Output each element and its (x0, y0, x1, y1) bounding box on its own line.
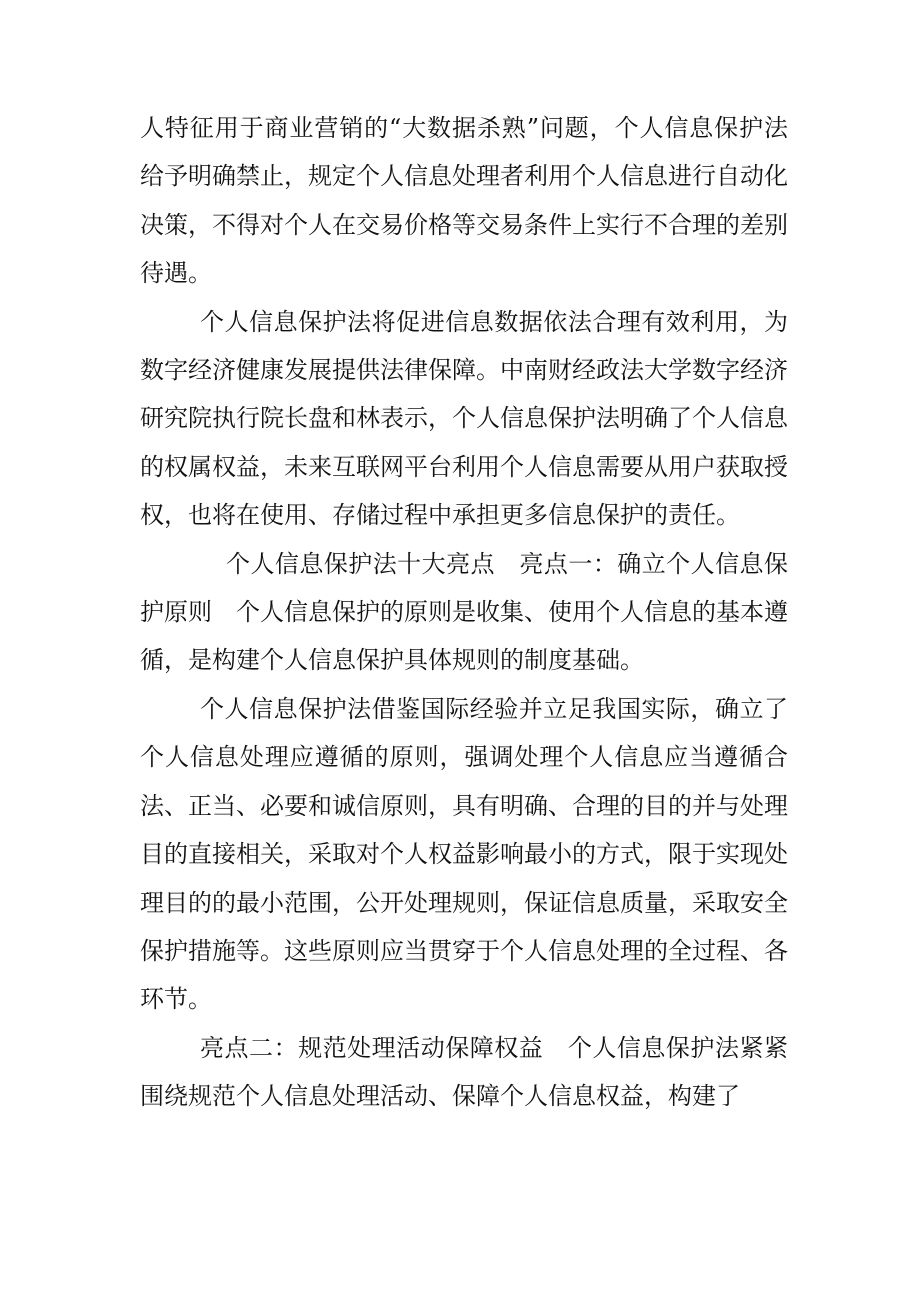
paragraph-principles: 个人信息保护法借鉴国际经验并立足我国实际，确立了个人信息处理应遵循的原则，强调处理个人信息应当遵循合法、正当、必要和诚信原则，具有明确、合理的目的并与处理目的直接相关，采取对个人权益影响最小的方式，限于实现处理目的的最小范围，公开处理规则，保证信息质量，采取安全保护措施等。这些原则应当贯穿于个人信息处理的全过程、各环节。 (140, 694, 788, 1014)
paragraph-highlight-two: 亮点二：规范处理活动保障权益 个人信息保护法紧紧围绕规范个人信息处理活动、保障个人信息权益，构建了 (140, 1033, 788, 1111)
paragraph-law-promotes-data-use: 个人信息保护法将促进信息数据依法合理有效利用，为数字经济健康发展提供法律保障。中南财经政法大学数字经济研究院执行院长盘和林表示，个人信息保护法明确了个人信息的权属权益，未来互联网平台利用个人信息需要从用户获取授权，也将在使用、存储过程中承担更多信息保护的责任。 (140, 307, 788, 530)
paragraph-ten-highlights: 个人信息保护法十大亮点 亮点一：确立个人信息保护原则 个人信息保护的原则是收集、使用个人信息的基本遵循，是构建个人信息保护具体规则的制度基础。 (140, 549, 788, 675)
document-page (140, 104, 788, 1121)
paragraph-continuation: 人特征用于商业营销的“大数据杀熟”问题，个人信息保护法给予明确禁止，规定个人信息处理者利用个人信息进行自动化决策，不得对个人在交易价格等交易条件上实行不合理的差别待遇。 (140, 114, 788, 288)
